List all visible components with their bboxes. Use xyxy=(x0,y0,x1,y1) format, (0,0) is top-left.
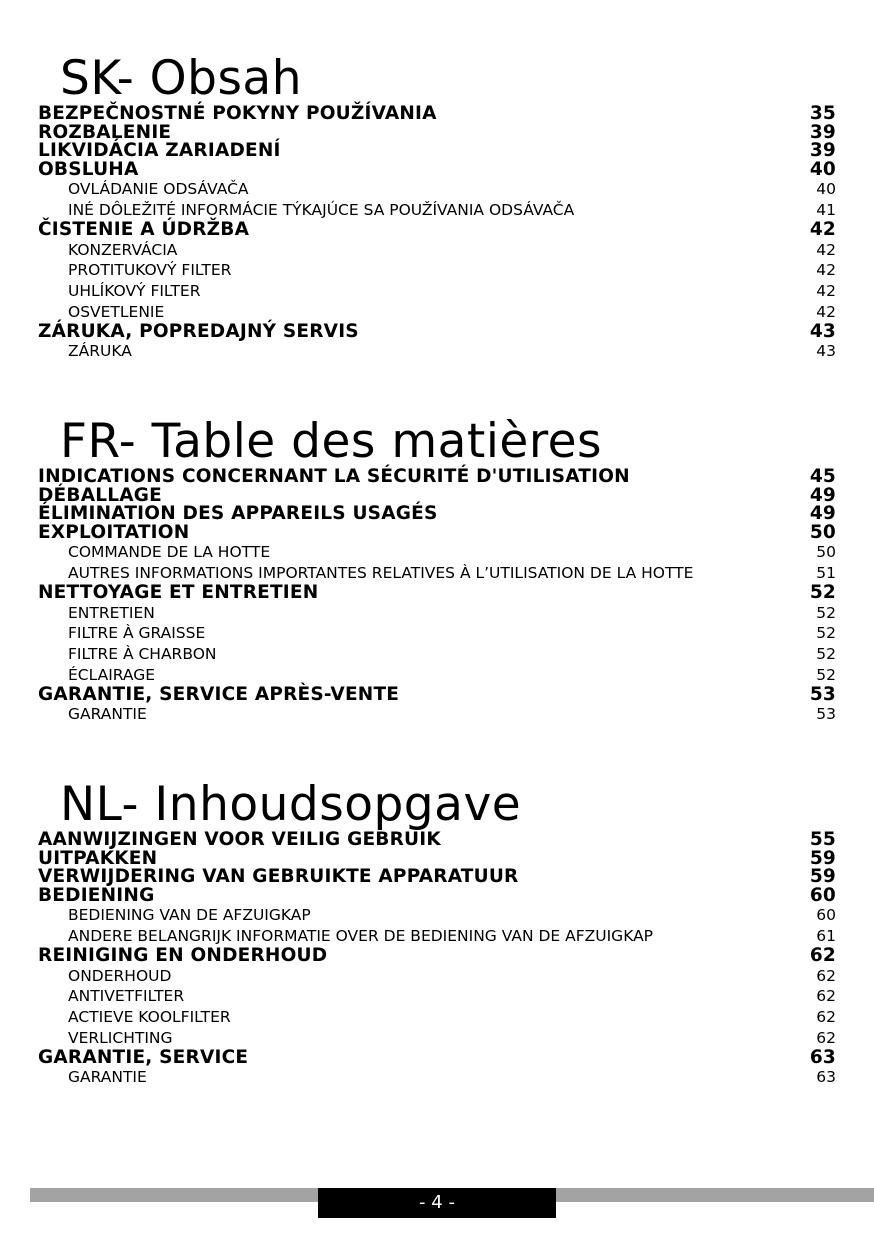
page-number: - 4 - xyxy=(318,1188,556,1218)
toc-subentry[interactable] xyxy=(38,603,836,624)
toc-entry-label: DÉBALLAGE xyxy=(38,484,162,506)
toc-subentry[interactable] xyxy=(38,644,836,665)
toc-subentry[interactable] xyxy=(38,704,836,725)
toc-entry-label: ZÁRUKA xyxy=(68,342,132,361)
toc-page-number: 42 xyxy=(816,261,836,280)
toc-page-number: 42 xyxy=(816,240,836,259)
toc-entry-label: AUTRES INFORMATIONS IMPORTANTES RELATIVES À L’UTILISATION DE LA HOTTE xyxy=(68,564,694,583)
toc-entry-label: ANTIVETFILTER xyxy=(68,987,185,1006)
toc-page-number: 40 xyxy=(809,158,836,180)
toc-subentry[interactable] xyxy=(38,926,836,947)
toc-page-number: 53 xyxy=(809,683,836,705)
toc-entry[interactable] xyxy=(38,884,836,906)
toc-entry[interactable] xyxy=(38,944,836,966)
toc-entry-label: OBSLUHA xyxy=(38,158,139,180)
section-title: SK- Obsah xyxy=(60,51,303,106)
toc-entry[interactable] xyxy=(38,320,836,342)
toc-page-number: 43 xyxy=(809,320,836,342)
toc-entry-label: ZÁRUKA, POPREDAJNÝ SERVIS xyxy=(38,320,359,342)
toc-subentry[interactable] xyxy=(38,260,836,281)
toc-page-number: 52 xyxy=(816,603,836,622)
toc-entry-label: OSVETLENIE xyxy=(68,302,165,321)
toc-entry-label: REINIGING EN ONDERHOUD xyxy=(38,944,328,966)
section-title: NL- Inhoudsopgave xyxy=(60,777,522,832)
section-title: FR- Table des matières xyxy=(60,414,603,469)
toc-list xyxy=(38,468,836,725)
toc-subentry[interactable] xyxy=(38,1007,836,1028)
toc-entry-label: GARANTIE, SERVICE APRÈS-VENTE xyxy=(38,683,400,705)
toc-entry-label: ÉLIMINATION DES APPAREILS USAGÉS xyxy=(38,503,438,525)
toc-subentry[interactable] xyxy=(38,240,836,261)
toc-entry-label: BEZPEČNOSTNÉ POKYNY POUŽÍVANIA xyxy=(38,103,437,124)
toc-page-number: 60 xyxy=(816,906,836,925)
toc-entry[interactable] xyxy=(38,505,836,524)
toc-section-fr xyxy=(38,416,836,725)
toc-page-number: 40 xyxy=(816,180,836,199)
toc-page-number: 52 xyxy=(816,665,836,684)
toc-entry[interactable] xyxy=(38,105,836,124)
toc-entry-label: LIKVIDÁCIA ZARIADENÍ xyxy=(38,140,281,162)
toc-entry-label: GARANTIE xyxy=(68,705,147,724)
toc-subentry[interactable] xyxy=(38,302,836,323)
toc-page-number: 39 xyxy=(809,121,836,143)
toc-subentry[interactable] xyxy=(38,542,836,563)
toc-subentry[interactable] xyxy=(38,1067,836,1088)
toc-subentry[interactable] xyxy=(38,623,836,644)
toc-page-number: 60 xyxy=(809,884,836,906)
toc-page-number: 41 xyxy=(816,201,836,220)
toc-page-number: 63 xyxy=(816,1068,836,1087)
toc-page-number: 50 xyxy=(816,543,836,562)
toc-subentry[interactable] xyxy=(38,905,836,926)
toc-entry[interactable] xyxy=(38,158,836,180)
toc-entry-label: BEDIENING xyxy=(38,884,155,906)
toc-page-number: 52 xyxy=(816,645,836,664)
toc-page-number: 35 xyxy=(809,103,836,124)
toc-entry-label: ENTRETIEN xyxy=(68,603,155,622)
toc-section-nl xyxy=(38,779,836,1088)
toc-section-sk xyxy=(38,53,836,362)
toc-entry-label: ANDERE BELANGRIJK INFORMATIE OVER DE BEDIENING VAN DE AFZUIGKAP xyxy=(68,927,654,946)
toc-entry-label: INÉ DÔLEŽITÉ INFORMÁCIE TÝKAJÚCE SA POUŽÍVANIA ODSÁVAČA xyxy=(68,201,575,220)
toc-page-number: 62 xyxy=(816,987,836,1006)
toc-entry[interactable] xyxy=(38,683,836,705)
toc-page-number: 49 xyxy=(809,484,836,506)
toc-entry-label: PROTITUKOVÝ FILTER xyxy=(68,261,232,280)
toc-page-number: 39 xyxy=(809,140,836,162)
toc-entry-label: KONZERVÁCIA xyxy=(68,240,178,259)
toc-entry[interactable] xyxy=(38,521,836,543)
toc-subentry[interactable] xyxy=(38,179,836,200)
toc-entry-label: FILTRE À CHARBON xyxy=(68,645,217,664)
toc-entry-label: GARANTIE, SERVICE xyxy=(38,1046,249,1068)
toc-page-number: 43 xyxy=(816,342,836,361)
toc-page-number: 49 xyxy=(809,503,836,525)
toc-page-number: 55 xyxy=(809,829,836,850)
toc-entry-label: OVLÁDANIE ODSÁVAČA xyxy=(68,180,249,199)
toc-entry[interactable] xyxy=(38,581,836,603)
toc-entry[interactable] xyxy=(38,468,836,487)
toc-entry[interactable] xyxy=(38,868,836,887)
toc-page-number: 45 xyxy=(809,466,836,487)
toc-entry-label: UITPAKKEN xyxy=(38,847,158,869)
toc-entry[interactable] xyxy=(38,1046,836,1068)
toc-page-number: 62 xyxy=(816,966,836,985)
toc-page-number: 59 xyxy=(809,866,836,888)
toc-entry-label: ÉCLAIRAGE xyxy=(68,665,156,684)
toc-entry-label: BEDIENING VAN DE AFZUIGKAP xyxy=(68,906,311,925)
toc-entry-label: ACTIEVE KOOLFILTER xyxy=(68,1008,231,1027)
toc-page-number: 62 xyxy=(816,1008,836,1027)
toc-subentry[interactable] xyxy=(38,281,836,302)
toc-page-number: 52 xyxy=(816,624,836,643)
toc-page-number: 63 xyxy=(809,1046,836,1068)
toc-entry[interactable] xyxy=(38,142,836,161)
toc-list xyxy=(38,105,836,362)
toc-subentry[interactable] xyxy=(38,966,836,987)
toc-page-number: 50 xyxy=(809,521,836,543)
toc-subentry[interactable] xyxy=(38,563,836,584)
toc-page-number: 59 xyxy=(809,847,836,869)
toc-entry-label: ČISTENIE A ÚDRŽBA xyxy=(38,218,250,240)
toc-entry-label: VERLICHTING xyxy=(68,1028,173,1047)
toc-page-number: 51 xyxy=(816,564,836,583)
toc-entry[interactable] xyxy=(38,218,836,240)
toc-entry-label: UHLÍKOVÝ FILTER xyxy=(68,282,201,301)
toc-entry-label: GARANTIE xyxy=(68,1068,147,1087)
toc-page-number: 61 xyxy=(816,927,836,946)
toc-page-number: 42 xyxy=(809,218,836,240)
toc-page-number: 42 xyxy=(816,302,836,321)
toc-subentry[interactable] xyxy=(38,665,836,686)
toc-entry-label: ROZBALENIE xyxy=(38,121,172,143)
toc-page-number: 62 xyxy=(809,944,836,966)
toc-entry-label: AANWIJZINGEN VOOR VEILIG GEBRUIK xyxy=(38,829,441,850)
toc-entry[interactable] xyxy=(38,831,836,850)
toc-page-number: 42 xyxy=(816,282,836,301)
toc-entry-label: NETTOYAGE ET ENTRETIEN xyxy=(38,581,319,603)
toc-subentry[interactable] xyxy=(38,1028,836,1049)
toc-entry-label: FILTRE À GRAISSE xyxy=(68,624,206,643)
toc-list xyxy=(38,831,836,1088)
toc-page-number: 62 xyxy=(816,1028,836,1047)
toc-entry-label: INDICATIONS CONCERNANT LA SÉCURITÉ D'UTILISATION xyxy=(38,466,630,487)
toc-entry-label: COMMANDE DE LA HOTTE xyxy=(68,543,271,562)
toc-subentry[interactable] xyxy=(38,200,836,221)
toc-page-number: 53 xyxy=(816,705,836,724)
toc-page-number: 52 xyxy=(809,581,836,603)
toc-entry-label: ONDERHOUD xyxy=(68,966,172,985)
toc-subentry[interactable] xyxy=(38,986,836,1007)
toc-entry-label: VERWIJDERING VAN GEBRUIKTE APPARATUUR xyxy=(38,866,519,888)
toc-subentry[interactable] xyxy=(38,341,836,362)
toc-entry-label: EXPLOITATION xyxy=(38,521,190,543)
